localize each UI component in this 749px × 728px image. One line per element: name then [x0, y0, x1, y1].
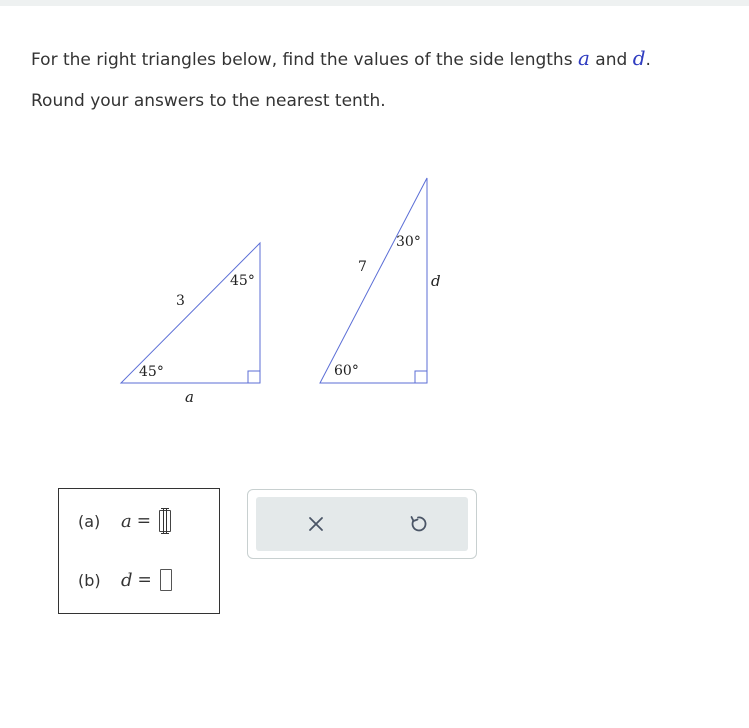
triangle-2-right-angle-marker: [415, 371, 427, 383]
triangle-2-hypotenuse-label: 7: [358, 259, 367, 275]
triangle-2-top-angle-label: 30°: [396, 234, 421, 250]
triangle-2: [320, 178, 441, 383]
undo-button[interactable]: [388, 497, 448, 551]
question-and: and: [589, 50, 633, 70]
clear-button[interactable]: [286, 497, 346, 551]
triangle-2-shape: [320, 178, 427, 383]
triangle-1-shape: [121, 243, 260, 383]
question-text: For the right triangles below, find the values of the side lengths: [31, 50, 578, 70]
question-line-2: Round your answers to the nearest tenth.: [31, 91, 386, 111]
question-period: .: [645, 50, 651, 70]
answer-b-variable: d: [121, 569, 133, 591]
answer-a-variable: a: [121, 510, 132, 532]
triangle-1: [121, 243, 260, 406]
text-cursor: [163, 508, 167, 534]
x-icon: [307, 515, 325, 533]
variable-a: a: [577, 46, 590, 70]
answer-a-input[interactable]: [159, 510, 171, 532]
variable-d: d: [632, 46, 646, 70]
triangle-1-base-label: a: [185, 388, 194, 406]
answer-b-equals: =: [137, 570, 152, 590]
toolbar-inner: [256, 497, 468, 551]
triangle-1-top-angle-label: 45°: [230, 273, 255, 289]
toolbar: [247, 489, 477, 559]
undo-icon: [408, 514, 428, 534]
triangle-1-right-angle-marker: [248, 371, 260, 383]
answer-b-input[interactable]: [160, 569, 172, 591]
answer-box: [58, 488, 220, 614]
part-b-label: (b): [78, 570, 101, 590]
answer-a-equals: =: [136, 511, 151, 531]
triangle-2-bottom-angle-label: 60°: [334, 363, 359, 379]
answer-row-b: [78, 569, 172, 591]
triangle-2-side-label: d: [431, 272, 441, 290]
triangle-1-bottom-angle-label: 45°: [139, 364, 164, 380]
triangle-1-hypotenuse-label: 3: [176, 293, 185, 309]
part-a-label: (a): [78, 511, 101, 531]
answer-row-a: [78, 510, 171, 532]
